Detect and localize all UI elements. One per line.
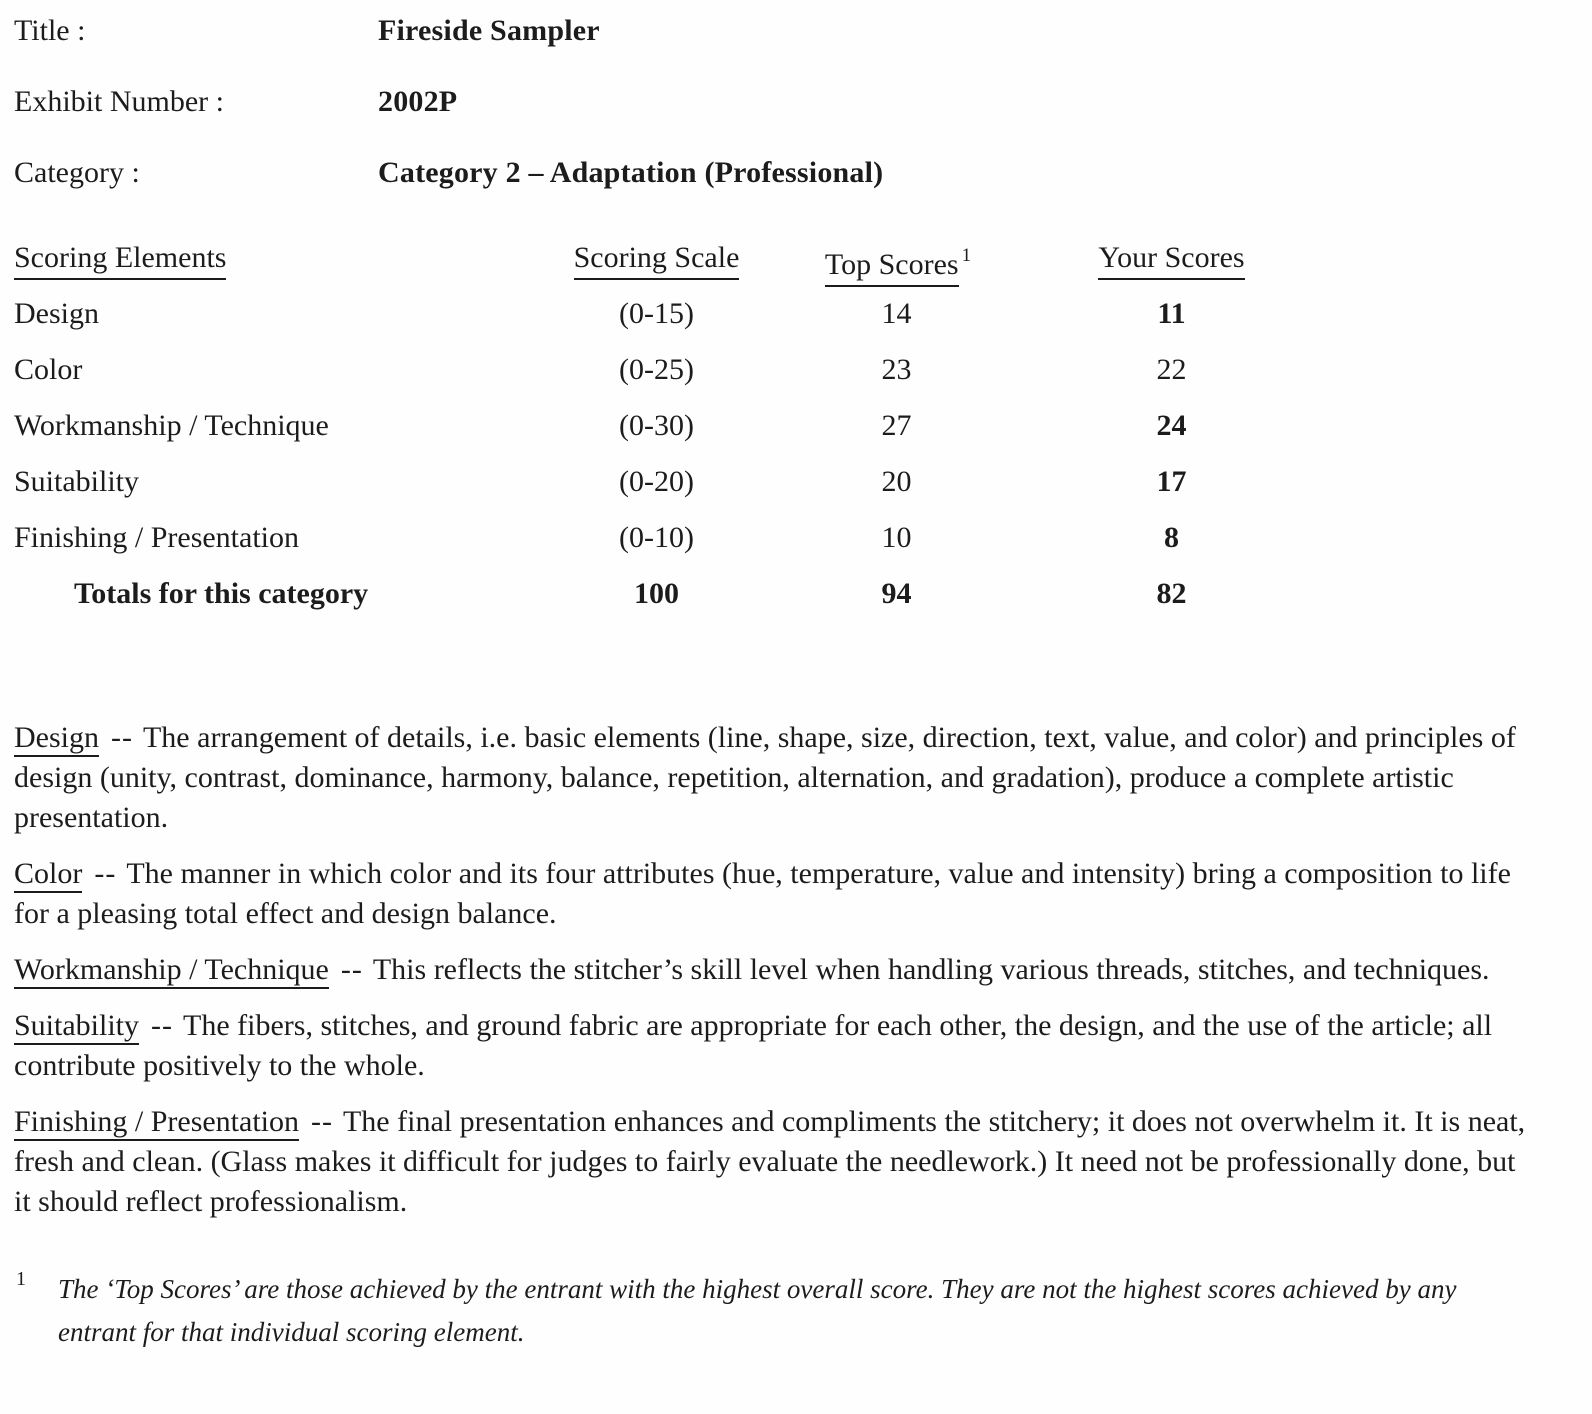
definition-separator: --: [111, 721, 133, 754]
top-score-value: 14: [881, 297, 912, 330]
category-label: Category :: [14, 156, 140, 189]
table-row-totals: [14, 576, 1592, 632]
definition-separator: --: [340, 953, 363, 986]
footnote-marker: 1: [16, 1268, 26, 1290]
category-field: [14, 154, 1592, 192]
column-header-scoring-elements: Scoring Elements: [14, 240, 559, 280]
table-row-color: [14, 352, 1592, 408]
footnote-text: The ‘Top Scores’ are those achieved by the entrant with the highest overall score. They are not the highest scores achieved by any entrant for that individual scoring element.: [58, 1274, 1457, 1347]
definition-text: The arrangement of details, i.e. basic elements (line, shape, size, direction, text, value, and color) and principles of design (unity, contrast, dominance, harmony, balance, repetition, alternation, and gradation), produce a complete artistic presentation.: [14, 721, 1516, 834]
scoring-scale-value: (0-20): [619, 465, 694, 498]
scoring-scale-value: (0-15): [619, 297, 694, 330]
definition-design: [14, 718, 1530, 838]
title-value: Fireside Sampler: [378, 14, 600, 47]
table-row-finishing: [14, 520, 1592, 576]
element-name: Design: [14, 297, 99, 330]
definition-color: [14, 854, 1530, 934]
exhibit-number-value: 2002P: [378, 85, 458, 118]
definition-finishing: [14, 1102, 1530, 1222]
definition-separator: --: [94, 857, 117, 890]
element-name: Workmanship / Technique: [14, 409, 329, 442]
score-table-header-row: [14, 240, 1592, 296]
title-field: [14, 12, 1592, 50]
element-name: Suitability: [14, 465, 140, 498]
definition-text: The fibers, stitches, and ground fabric are appropriate for each other, the design, and the use of the article; all contribute positively to the whole.: [14, 1009, 1493, 1082]
element-name: Finishing / Presentation: [14, 521, 299, 554]
column-header-top-scores: Top Scores $^1$: [754, 240, 1039, 287]
definition-text: The manner in which color and its four attributes (hue, temperature, value and intensity) bring a composition to life for a pleasing total effect and design balance.: [14, 857, 1511, 930]
definition-text: This reflects the stitcher’s skill level when handling various threads, stitches, and techniques.: [372, 953, 1490, 986]
scoring-scale-value: (0-25): [619, 353, 694, 386]
column-header-your-scores: Your Scores: [1039, 240, 1304, 280]
your-score-value: 22: [1156, 353, 1187, 386]
definition-suitability: [14, 1006, 1530, 1086]
definition-separator: --: [151, 1009, 173, 1042]
definition-term: Workmanship / Technique: [14, 953, 329, 989]
definition-text: The final presentation enhances and compliments the stitchery; it does not overwhelm it. It is neat, fresh and clean. (Glass makes it difficult for judges to fairly evaluate the needlework.) It need not be professionally done, but it should reflect professionalism.: [14, 1105, 1526, 1218]
top-score-value: 10: [881, 521, 912, 554]
column-header-scoring-scale: Scoring Scale: [559, 240, 754, 280]
definition-term: Finishing / Presentation: [14, 1105, 299, 1141]
definition-term: Color: [14, 857, 82, 893]
top-score-value: 23: [881, 353, 912, 386]
definitions-section: [14, 718, 1530, 1222]
top-score-value: 27: [881, 409, 912, 442]
footnote-reference: 1: [961, 245, 972, 266]
table-row-design: [14, 296, 1592, 352]
footnote: [14, 1268, 1592, 1354]
your-score-value: 24: [1156, 409, 1187, 442]
scoring-scale-value: (0-30): [619, 409, 694, 442]
definition-separator: --: [311, 1105, 333, 1138]
table-row-suitability: [14, 464, 1592, 520]
totals-top-score: 94: [881, 577, 912, 610]
table-row-workmanship: [14, 408, 1592, 464]
header-fields: [14, 12, 1592, 192]
element-name: Color: [14, 353, 83, 386]
top-score-value: 20: [881, 465, 912, 498]
your-score-value: 11: [1157, 297, 1186, 330]
scoring-scale-value: (0-10): [619, 521, 694, 554]
score-table: [14, 240, 1592, 632]
totals-label: Totals for this category: [74, 577, 369, 610]
definition-term: Design: [14, 721, 99, 757]
your-score-value: 17: [1156, 465, 1187, 498]
totals-your-score: 82: [1156, 577, 1187, 610]
category-value: Category 2 – Adaptation (Professional): [378, 156, 884, 189]
your-score-value: 8: [1164, 521, 1179, 554]
definition-workmanship: [14, 950, 1530, 990]
definition-term: Suitability: [14, 1009, 139, 1045]
exhibit-number-field: [14, 83, 1592, 121]
totals-scale-value: 100: [634, 577, 679, 610]
title-label: Title :: [14, 14, 86, 47]
exhibit-number-label: Exhibit Number :: [14, 85, 224, 118]
